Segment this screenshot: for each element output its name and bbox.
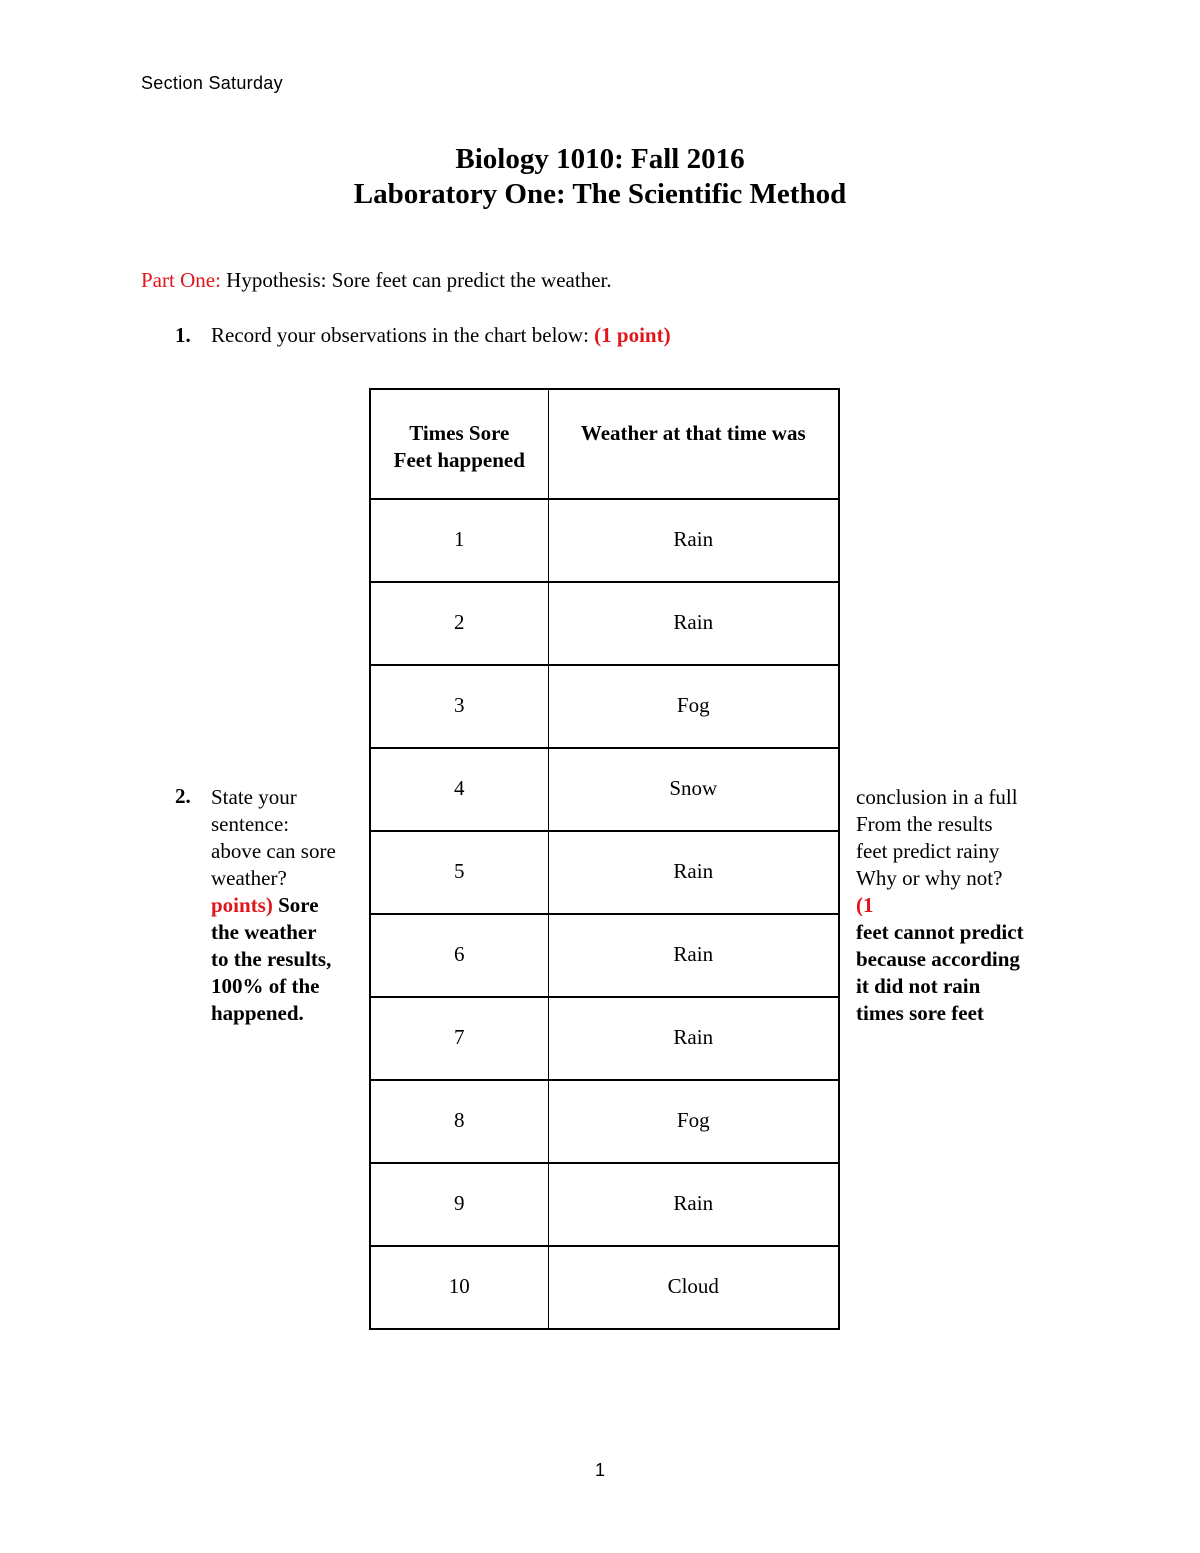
q2-left-line: State your (211, 785, 297, 809)
q2-points-label: points) (211, 893, 273, 917)
weather-cell: Rain (548, 831, 839, 914)
column-header-times-line2: Feet happened (393, 448, 525, 472)
times-cell: 5 (370, 831, 548, 914)
times-cell: 3 (370, 665, 548, 748)
table-row (370, 831, 839, 914)
q2-left-line: weather? (211, 866, 287, 890)
times-cell: 9 (370, 1163, 548, 1246)
question-1-prompt: Record your observations in the chart below: (211, 323, 595, 347)
observations-table (369, 388, 840, 1330)
question-1-text (211, 323, 671, 348)
q2-answer-line: happened. (211, 1001, 304, 1025)
document-subtitle: Laboratory One: The Scientific Method (353, 178, 847, 210)
q2-answer-line: feet cannot predict (856, 920, 1024, 944)
q2-answer-line: because according (856, 947, 1020, 971)
q2-left-line: above can sore (211, 839, 336, 863)
times-cell: 6 (370, 914, 548, 997)
q2-answer-line: it did not rain (856, 974, 981, 998)
weather-cell: Fog (548, 1080, 839, 1163)
table-row (370, 914, 839, 997)
table-row (370, 997, 839, 1080)
table-row (370, 1246, 839, 1329)
question-2-left-text (211, 784, 361, 1027)
document-title: Biology 1010: Fall 2016 (455, 143, 745, 175)
table-row (370, 1080, 839, 1163)
q2-answer-start: Sore (272, 893, 319, 917)
table-row (370, 1163, 839, 1246)
weather-cell: Rain (548, 582, 839, 665)
table-header-row (370, 389, 839, 499)
q2-right-line (856, 865, 1066, 919)
table-body (370, 499, 839, 1329)
times-cell: 10 (370, 1246, 548, 1329)
column-header-times (370, 389, 548, 499)
question-2-number: 2. (175, 784, 191, 808)
column-header-weather: Weather at that time was (548, 389, 839, 499)
weather-cell: Rain (548, 914, 839, 997)
question-1-points: (1 point) (594, 323, 671, 347)
times-cell: 1 (370, 499, 548, 582)
question-2-right-text (856, 784, 1066, 1027)
table-row (370, 665, 839, 748)
weather-cell: Fog (548, 665, 839, 748)
question-1-number: 1. (175, 323, 191, 347)
page-header-section: Section Saturday (141, 73, 283, 93)
q2-right-line: conclusion in a full (856, 785, 1018, 809)
q2-right-line: feet predict rainy (856, 839, 1000, 863)
table-row (370, 748, 839, 831)
table-row (370, 499, 839, 582)
page-number: 1 (594, 1460, 605, 1480)
times-cell: 7 (370, 997, 548, 1080)
q2-answer-line: times sore feet (856, 1001, 984, 1025)
weather-cell: Snow (548, 748, 839, 831)
q2-why-text: Why or why not? (856, 866, 1003, 890)
weather-cell: Rain (548, 997, 839, 1080)
part-one-hypothesis (141, 268, 612, 293)
times-cell: 2 (370, 582, 548, 665)
weather-cell: Rain (548, 499, 839, 582)
table-row (370, 582, 839, 665)
q2-answer-line: 100% of the (211, 974, 320, 998)
q2-left-line: sentence: (211, 812, 290, 836)
q2-answer-line: to the results, (211, 947, 332, 971)
times-cell: 8 (370, 1080, 548, 1163)
part-one-label: Part One: (141, 268, 221, 292)
q2-right-line: From the results (856, 812, 993, 836)
q2-answer-line: the weather (211, 920, 317, 944)
column-header-times-line1: Times Sore (409, 421, 510, 445)
weather-cell: Cloud (548, 1246, 839, 1329)
weather-cell: Rain (548, 1163, 839, 1246)
q2-left-line (211, 892, 361, 919)
hypothesis-text: Hypothesis: Sore feet can predict the weather. (220, 268, 612, 292)
q2-points-open: (1 (856, 893, 874, 917)
times-cell: 4 (370, 748, 548, 831)
